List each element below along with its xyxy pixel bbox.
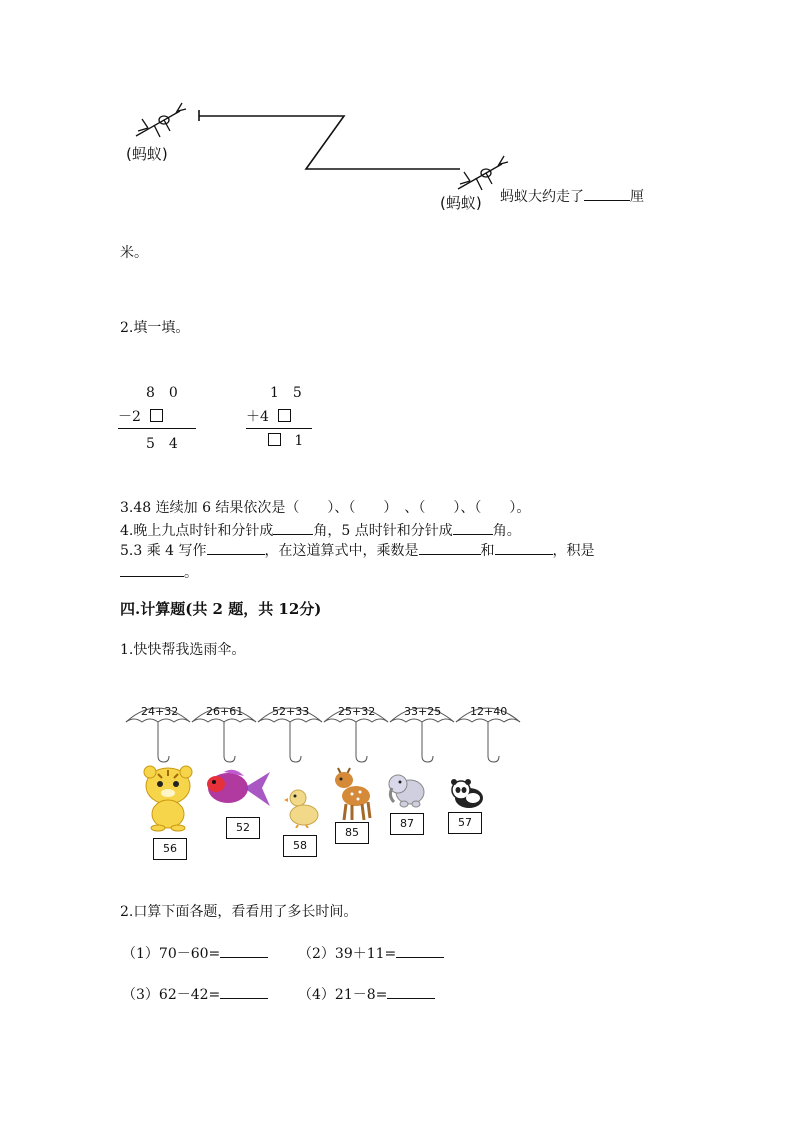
q5-continuation	[120, 562, 198, 582]
q5-mid1: ，在这道算式中，乘数是	[264, 543, 419, 559]
mental-label: （1）70－60=	[122, 946, 221, 962]
calc-q1-title: 1.快快帮我选雨伞。	[120, 642, 246, 658]
animal-number-box: 57	[448, 812, 482, 834]
duck-icon[interactable]	[284, 788, 320, 828]
deer-icon[interactable]	[330, 764, 374, 822]
fish-icon[interactable]	[204, 768, 272, 810]
q4-text	[120, 520, 521, 540]
q5-mid2: 和	[480, 543, 495, 559]
fill-box[interactable]	[150, 409, 163, 422]
mental-label: （3）62－42=	[122, 987, 221, 1003]
q4-suffix: 角。	[492, 523, 521, 539]
ant-question	[500, 186, 644, 206]
umbrella-expression: 26+61	[206, 705, 244, 718]
panda-icon[interactable]	[447, 778, 487, 810]
calc-q2-title: 2.口算下面各题，看看用了多长时间。	[120, 904, 358, 920]
umbrella-expression: 24+32	[141, 705, 179, 718]
calc-result-row: 5 4	[146, 436, 178, 452]
tiger-icon[interactable]	[138, 764, 198, 832]
q5-end: 。	[184, 565, 198, 581]
vertical-addition	[246, 382, 316, 452]
ant-icon	[458, 156, 508, 190]
mental-item	[122, 943, 268, 963]
answer-blank[interactable]	[387, 984, 435, 999]
answer-blank[interactable]	[220, 984, 268, 999]
mental-item	[298, 943, 444, 963]
umbrella-row	[124, 696, 524, 768]
unit-continuation: 米。	[120, 245, 148, 261]
q4-mid: 角，5 点时针和分针成	[313, 523, 453, 539]
animal-number-box: 58	[283, 835, 317, 857]
ant-route-line	[199, 110, 460, 169]
answer-blank[interactable]	[453, 520, 493, 535]
q5-text	[120, 540, 595, 560]
answer-blank[interactable]	[584, 186, 630, 201]
unit-text: 厘	[630, 189, 644, 205]
minus-sign: －	[118, 409, 132, 425]
calc-result-digit: 1	[294, 433, 304, 449]
mental-item	[298, 984, 435, 1004]
calc-top-row: 8 0	[146, 385, 178, 401]
animal-number-box: 52	[226, 817, 260, 839]
umbrella-expression: 33+25	[404, 705, 442, 718]
calc-top-row: 1 5	[270, 385, 302, 401]
q2-title: 2.填一填。	[120, 320, 190, 336]
section-heading: 四.计算题(共 2 题，共 12分)	[120, 600, 322, 618]
q4-prefix: 4.晚上九点时针和分针成	[120, 523, 274, 539]
elephant-icon[interactable]	[386, 770, 428, 810]
calc-result-row	[268, 433, 303, 449]
mental-label: （4）21－8=	[298, 987, 388, 1003]
fill-box[interactable]	[268, 433, 281, 446]
umbrella-expression: 25+32	[338, 705, 376, 718]
umbrella-expression: 52+33	[272, 705, 310, 718]
vertical-subtraction	[118, 382, 188, 452]
ant-question-text: 蚂蚁大约走了	[500, 189, 584, 205]
calc-mid-row	[246, 406, 291, 426]
q5-prefix: 5.3 乘 4 写作	[120, 543, 207, 559]
ant-label-end: (蚂蚁)	[440, 194, 482, 212]
calc-mid-digit: 2	[132, 409, 141, 425]
animal-number-box: 56	[153, 838, 187, 860]
answer-blank[interactable]	[220, 943, 268, 958]
mental-item	[122, 984, 268, 1004]
calc-divider	[246, 428, 312, 429]
animal-number-box: 85	[335, 822, 369, 844]
q5-suffix: ，积是	[552, 543, 595, 559]
answer-blank[interactable]	[396, 943, 444, 958]
fill-box[interactable]	[278, 409, 291, 422]
answer-blank[interactable]	[495, 540, 553, 555]
calc-mid-row	[118, 406, 163, 426]
plus-sign: ＋	[246, 409, 260, 425]
answer-blank[interactable]	[273, 520, 313, 535]
animal-number-box: 87	[390, 813, 424, 835]
mental-label: （2）39＋11=	[298, 946, 397, 962]
calc-mid-digit: 4	[260, 409, 269, 425]
umbrella-expression: 12+40	[470, 705, 508, 718]
answer-blank[interactable]	[207, 540, 265, 555]
calc-divider	[118, 428, 196, 429]
ant-icon	[136, 103, 186, 137]
answer-blank[interactable]	[419, 540, 481, 555]
q3-text: 3.48 连续加 6 结果依次是（ ）、（ ） 、（ ）、（ ）。	[120, 500, 531, 516]
answer-blank[interactable]	[120, 562, 184, 577]
ant-label-start: (蚂蚁)	[126, 145, 168, 163]
